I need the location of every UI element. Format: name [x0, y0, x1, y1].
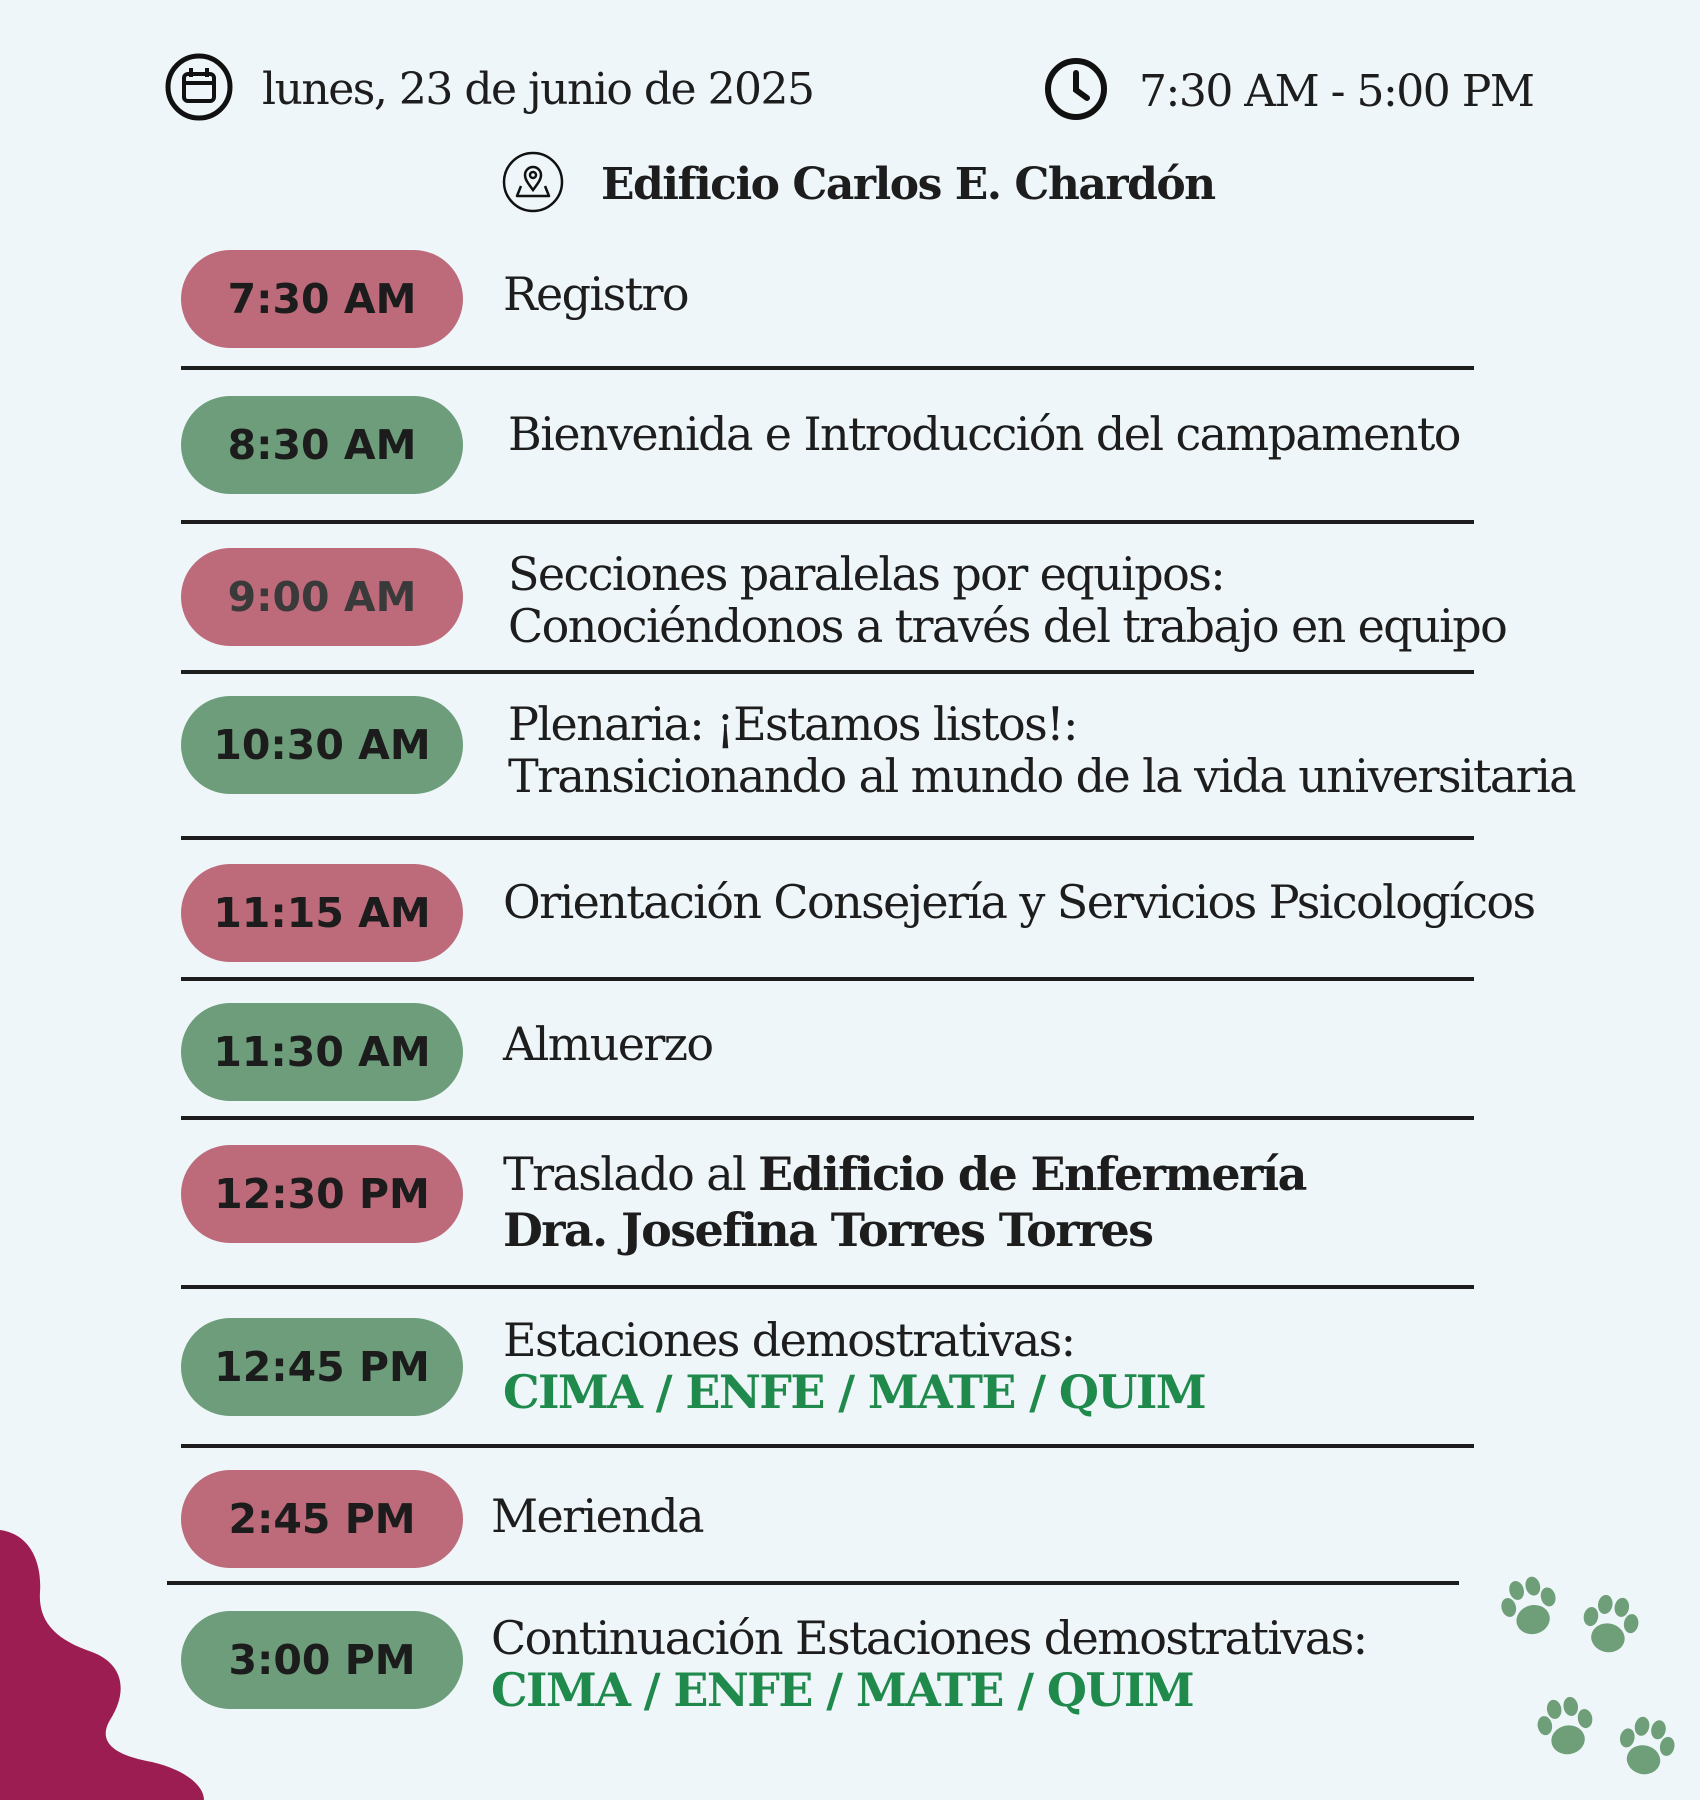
time-pill: 11:30 AM [181, 1003, 463, 1101]
stations-list: CIMA / ENFE / MATE / QUIM [491, 1663, 1194, 1717]
activity-description [508, 548, 1506, 652]
activity-title: Registro [503, 267, 688, 321]
time-pill: 11:15 AM [181, 864, 463, 962]
row-divider [181, 836, 1474, 840]
clock-icon [1043, 56, 1109, 126]
paw-print-icon [1610, 1712, 1682, 1784]
time-pill: 9:00 AM [181, 548, 463, 646]
row-divider [167, 1581, 1459, 1585]
row-divider [181, 366, 1474, 370]
event-time-range: 7:30 AM - 5:00 PM [1139, 65, 1534, 117]
time-pill: 3:00 PM [181, 1611, 463, 1709]
calendar-icon [164, 52, 234, 126]
time-pill: 12:45 PM [181, 1318, 463, 1416]
date-header [164, 52, 814, 126]
activity-title: Estaciones demostrativas: [503, 1313, 1075, 1367]
activity-title: Continuación Estaciones demostrativas: [491, 1611, 1367, 1665]
location-header [501, 150, 1215, 218]
activity-title: Bienvenida e Introducción del campamento [508, 407, 1460, 461]
location-pin-icon [501, 150, 565, 218]
event-location: Edificio Carlos E. Chardón [601, 158, 1215, 210]
activity-subtitle: Conociéndonos a través del trabajo en equipo [508, 599, 1507, 653]
time-pill: 8:30 AM [181, 396, 463, 494]
activity-subtitle: Transicionando al mundo de la vida universitaria [508, 749, 1576, 803]
paw-print-icon [1574, 1590, 1646, 1662]
time-pill: 7:30 AM [181, 250, 463, 348]
activity-description [508, 698, 1575, 802]
time-pill: 12:30 PM [181, 1145, 463, 1243]
activity-title: Traslado al Edificio de Enfermería [503, 1147, 1306, 1201]
row-divider [181, 520, 1474, 524]
venue-honoree: Dra. Josefina Torres Torres [503, 1203, 1153, 1257]
activity-title: Almuerzo [503, 1017, 713, 1071]
row-divider [181, 670, 1474, 674]
stations-list: CIMA / ENFE / MATE / QUIM [503, 1365, 1206, 1419]
activity-title: Orientación Consejería y Servicios Psicologícos [503, 875, 1535, 929]
time-pill: 10:30 AM [181, 696, 463, 794]
time-header [1043, 56, 1533, 126]
time-pill: 2:45 PM [181, 1470, 463, 1568]
activity-title: Plenaria: ¡Estamos listos!: [508, 697, 1077, 751]
activity-description [503, 1146, 1306, 1258]
decorative-blob [0, 1530, 210, 1800]
row-divider [181, 1444, 1474, 1448]
venue-name: Edificio de Enfermería [758, 1147, 1306, 1201]
activity-description [503, 1314, 1205, 1418]
paw-print-icon [1494, 1572, 1566, 1644]
row-divider [181, 1285, 1474, 1289]
row-divider [181, 1116, 1474, 1120]
activity-title: Merienda [491, 1489, 703, 1543]
row-divider [181, 977, 1474, 981]
activity-description [491, 1612, 1367, 1716]
event-date: lunes, 23 de junio de 2025 [262, 63, 814, 115]
paw-print-icon [1530, 1692, 1602, 1764]
activity-title: Secciones paralelas por equipos: [508, 547, 1225, 601]
